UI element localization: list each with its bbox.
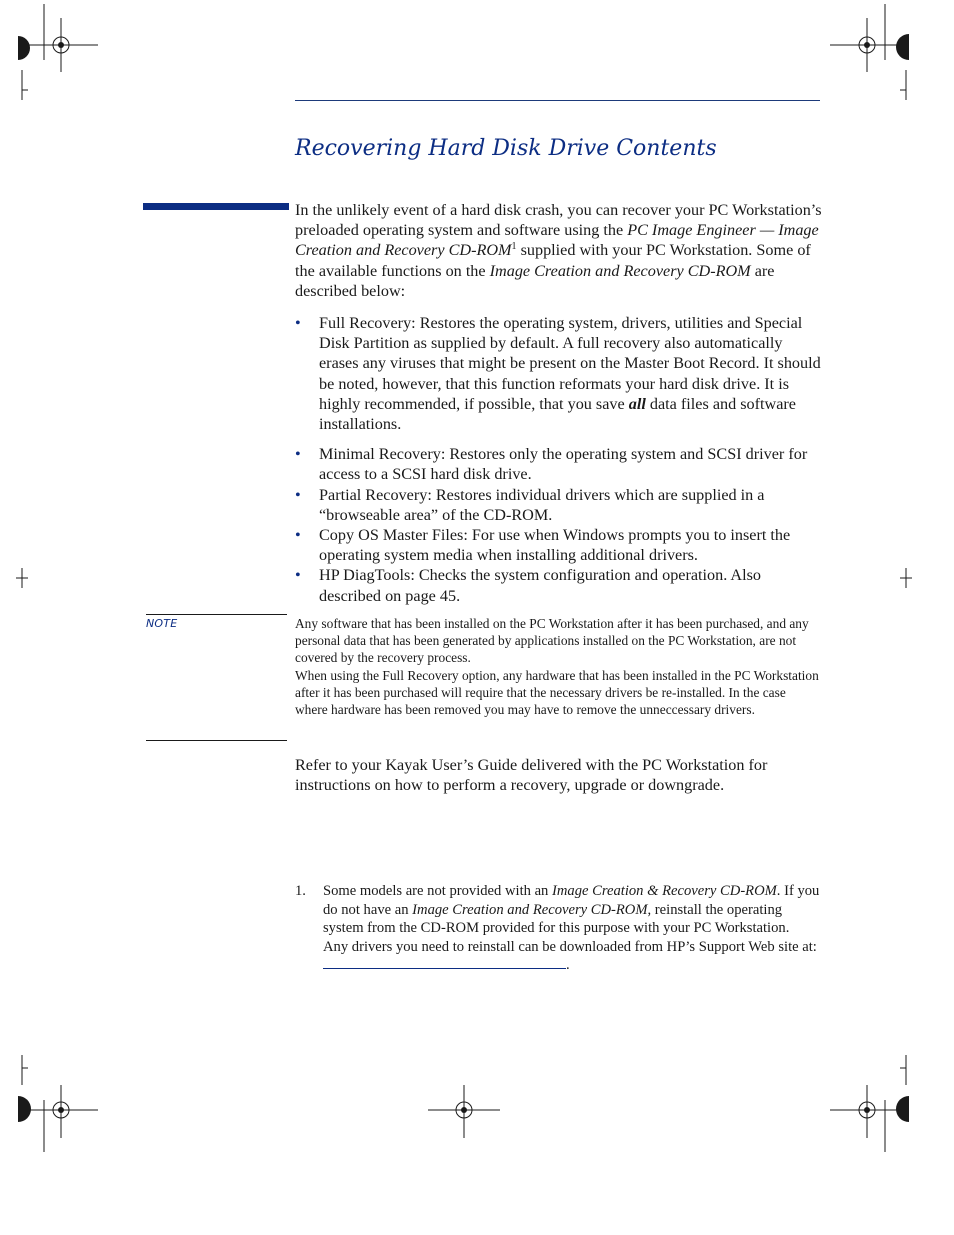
list-item: • Minimal Recovery: Restores only the operating system and SCSI driver for access to a SCSI hard disk drive.	[295, 445, 808, 484]
list-item: • Partial Recovery: Restores individual drivers which are supplied in a “browseable area” of the CD-ROM.	[295, 485, 765, 524]
note-label: NOTE	[146, 617, 178, 630]
bullet-icon: •	[295, 445, 301, 464]
header-rule	[295, 100, 820, 101]
page-title: Recovering Hard Disk Drive Contents	[295, 136, 717, 161]
list-item: • HP DiagTools: Checks the system configuration and operation. Also described on page 45.	[295, 566, 762, 605]
bullet-icon: •	[295, 526, 301, 545]
function-list	[295, 313, 823, 606]
list-item: • Full Recovery: Restores the operating system, drivers, utilities and Special Disk Partition as supplied by default. A full recovery also automatically erases any viruses that might be present on the Master Boot Record. It should be noted, however, that this function reformats your hard disk drive. It is highly recommended, if possible, that you save all data files and software installations.	[295, 314, 821, 434]
support-url-link[interactable]	[323, 956, 566, 969]
refer-paragraph: Refer to your Kayak User’s Guide delivered with the PC Workstation for instructions on how to perform a recovery, upgrade or downgrade.	[295, 756, 768, 795]
section-bar	[143, 203, 289, 210]
footnote-number: 1.	[295, 883, 306, 899]
emphasis-all: all	[628, 394, 646, 413]
intro-cd-title: PC Image Engineer — Image Creation and Recovery CD-ROM	[295, 221, 819, 260]
footnote-body: Some models are not provided with an Image Creation & Recovery CD-ROM. If you do not have an Image Creation and Recovery CD-ROM, reinstall the operating system from the CD-ROM provided for this purpose with your PC Workstation. Any drivers you need to reinstall can be downloaded from HP’s Support Web site at: .	[323, 883, 820, 974]
bullet-icon: •	[295, 566, 301, 585]
intro-text-3: are described below:	[295, 261, 775, 300]
intro-cd-title-2: Image Creation and Recovery CD-ROM	[489, 261, 751, 280]
footnote	[295, 882, 823, 975]
bullet-icon: •	[295, 314, 301, 332]
intro-text-2: supplied with your PC Workstation. Some of the available functions on the	[295, 241, 811, 280]
note-paragraph-1: Any software that has been installed on the PC Workstation after it has been purchased, and any personal data that has been generated by applications installed on the PC Workstation, are not covered by the recovery process.	[295, 616, 809, 666]
note-paragraph-2: When using the Full Recovery option, any hardware that has been installed in the PC Workstation after it has been purchased will require that the necessary drivers be re-installed. In the case where hardware has been removed you may have to remove the unneccessary drivers.	[295, 667, 819, 718]
note-rule-top	[146, 614, 287, 615]
footnote-ref: 1	[511, 241, 517, 253]
list-item: • Copy OS Master Files: For use when Windows prompts you to insert the operating system media when installing additional drivers.	[295, 526, 791, 565]
note-body	[295, 615, 821, 718]
bullet-icon: •	[295, 485, 301, 504]
intro-paragraph	[295, 200, 823, 301]
note-rule-bottom	[146, 740, 287, 741]
intro-text-1: In the unlikely event of a hard disk crash, you can recover your PC Workstation’s preloaded operating system and software using the	[295, 201, 822, 240]
